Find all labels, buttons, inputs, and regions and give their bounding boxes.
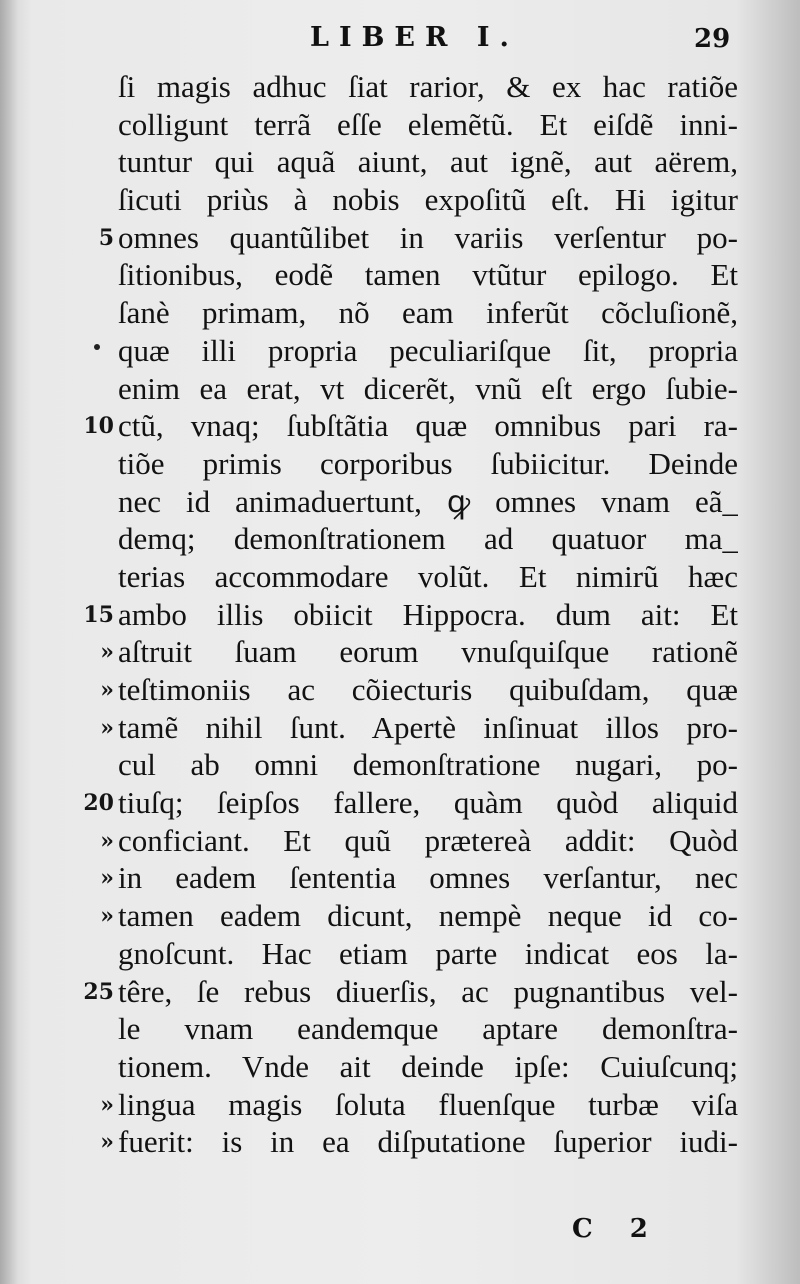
text-line [0,897,800,935]
text-line [0,633,800,671]
line-marker: » [100,1129,114,1156]
text-line [0,332,800,370]
text-line [0,973,800,1011]
text-line [0,784,800,822]
line-text: ſanè primam, nõ eam inferũt cõcluſionẽ, [118,295,738,331]
line-text: enim ea erat, vt dicerẽt, vnũ eſt ergo ſubie- [118,370,738,406]
line-text: tiõe primis corporibus ſubiicitur. Deinde [118,445,738,481]
line-text: cul ab omni demonſtratione nugari, po- [118,747,738,783]
line-text: lingua magis ſoluta fluenſque turbæ viſa [118,1086,738,1122]
line-marker: » [100,903,114,930]
text-line [0,1086,800,1124]
line-text: teſtimoniis ac cõiecturis quibuſdam, quæ [118,672,738,707]
text-line [0,143,800,181]
line-text: tamẽ nihil ſunt. Apertè inſinuat illos pro- [118,709,738,745]
line-text: tiuſq; ſeipſos fallere, quàm quòd aliquid [118,785,738,821]
text-line [0,671,800,709]
line-marker: 5 [98,224,114,251]
signature-mark: C 2 [572,1214,662,1244]
line-marker: » [100,865,114,892]
page-header [0,22,800,62]
margin-dot-mark [94,344,100,350]
line-marker: » [100,1091,114,1118]
line-marker: 15 [83,601,114,628]
line-text: tamen eadem dicunt, nempè neque id co- [118,898,738,934]
line-text: gnoſcunt. Hac etiam parte indicat eos la- [118,935,738,971]
line-text: in eadem ſententia omnes verſantur, nec [118,860,738,896]
line-text: conficiant. Et quũ prætereà addit: Quòd [118,822,738,858]
line-marker: 25 [83,978,114,1005]
text-line [0,596,800,634]
text-line [0,1010,800,1048]
text-line [0,370,800,408]
line-text: têre, ſe rebus diuerſis, ac pugnantibus vel- [118,973,738,1009]
text-block [0,68,800,1161]
line-marker: » [100,827,114,854]
line-text: demq; demonſtrationem ad quatuor ma_ [118,521,738,557]
line-text: tuntur qui aquã aiunt, aut ignẽ, aut aërem, [118,144,738,180]
text-line [0,822,800,860]
line-text: terias accommodare volũt. Et nimirũ hæc [118,558,738,594]
line-text: le vnam eandemque aptare demonſtra- [118,1011,738,1047]
line-text: omnes quantũlibet in variis verſentur po- [118,219,738,255]
line-marker: 20 [83,790,114,817]
line-text: ambo illis obiicit Hippocra. dum ait: Et [118,596,738,632]
text-line [0,483,800,521]
text-line [0,68,800,106]
text-line [0,1048,800,1086]
text-line [0,407,800,445]
text-line [0,256,800,294]
running-head: LIBER I. [310,22,519,53]
page-number: 29 [694,24,731,54]
line-text: ſicuti priùs à nobis expoſitũ eſt. Hi igitur [118,182,738,218]
text-line [0,219,800,257]
line-text: quæ illi propria peculiariſque ſit, propria [118,332,738,368]
line-text: ſi magis adhuc ſiat rarior, & ex hac ratiõe [118,69,738,104]
text-line [0,709,800,747]
text-line [0,935,800,973]
line-marker: 10 [83,413,114,440]
line-text: fuerit: is in ea diſputatione ſuperior iudi- [118,1124,738,1160]
text-line [0,106,800,144]
line-text: nec id animaduertunt, ꝙ omnes vnam eã_ [118,483,738,519]
line-text: aſtruit ſuam eorum vnuſquiſque rationẽ [118,634,738,670]
text-line [0,746,800,784]
text-line [0,520,800,558]
line-marker: » [100,677,114,703]
line-text: colligunt terrã eſſe elemẽtũ. Et eiſdẽ inni- [118,106,738,142]
text-line [0,181,800,219]
line-text: ſitionibus, eodẽ tamen vtũtur epilogo. Et [118,257,738,293]
text-line [0,558,800,596]
line-text: tionem. Vnde ait deinde ipſe: Cuiuſcunq; [118,1048,738,1084]
text-line [0,1123,800,1161]
line-text: ctũ, vnaq; ſubſtãtia quæ omnibus pari ra- [118,408,738,444]
line-marker: » [100,714,114,741]
text-line [0,859,800,897]
text-line [0,294,800,332]
line-marker: » [100,639,114,666]
text-line [0,445,800,483]
